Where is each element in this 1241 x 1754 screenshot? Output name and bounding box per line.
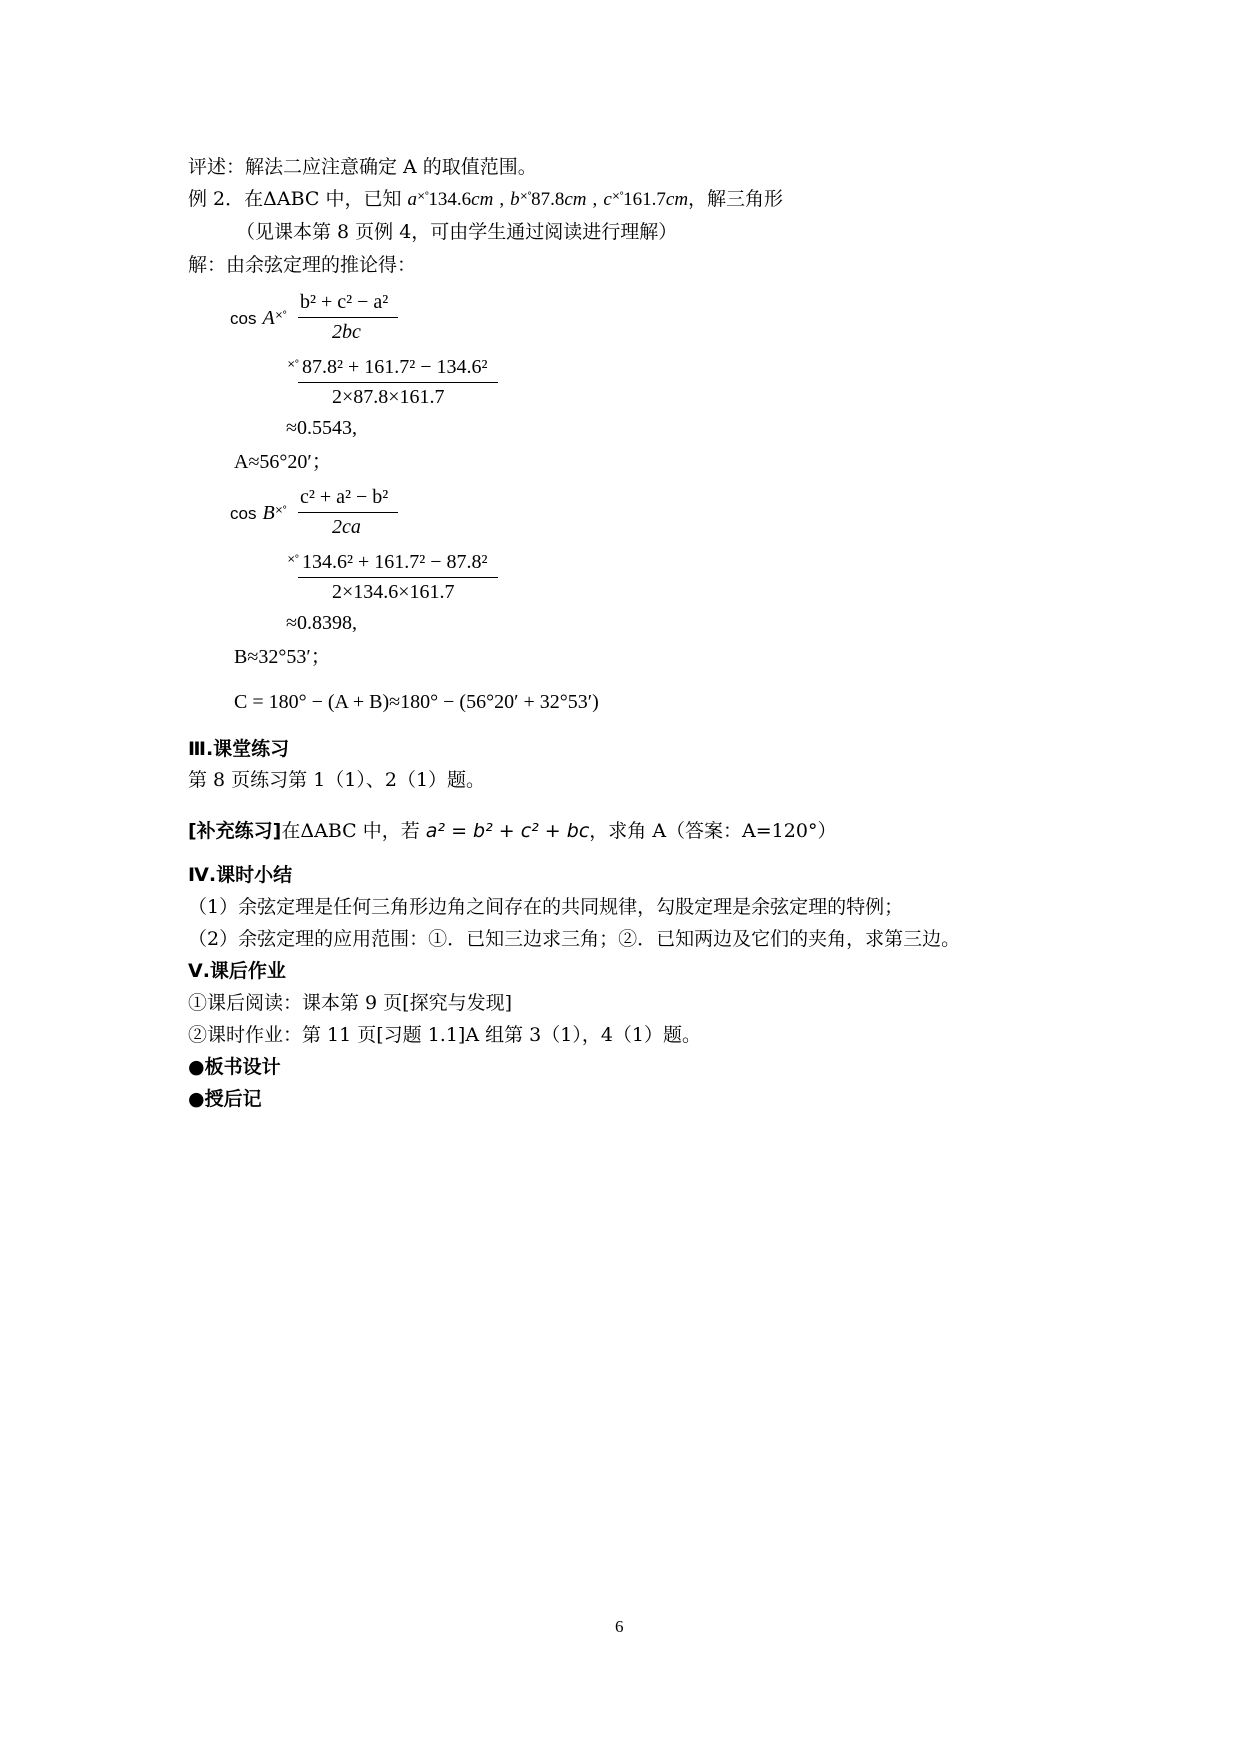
page-number: 6 (615, 1617, 624, 1636)
solution-line: 解：由余弦定理的推论得： (188, 254, 417, 276)
angle-A-result: A≈56°20′； (234, 451, 332, 473)
cosB-value-numerator: 134.6² + 161.7² − 87.8² (302, 551, 488, 573)
a-value: 134.6 (428, 189, 472, 210)
cosA-fraction-bar (298, 317, 398, 318)
var-c: c (603, 189, 612, 210)
after-class-notes-heading: ●授后记 (188, 1088, 262, 1110)
angle-B-result: B≈32°53′； (234, 646, 331, 668)
cosB-approx: ≈0.8398, (286, 612, 357, 634)
var-b: b (510, 189, 520, 210)
equals-glyph: ×° (611, 191, 624, 202)
cosA-label: cos A×° (230, 307, 287, 329)
section-3-body: 第 8 页练习第 1（1）、2（1）题。 (188, 769, 486, 791)
equals-glyph: ×° (287, 554, 299, 565)
cosA-numerator: b² + c² − a² (300, 291, 389, 313)
cosA-value-fraction-bar (298, 382, 498, 383)
example2-prefix: 例 2．在 (188, 188, 264, 210)
equals-glyph: ×° (519, 191, 532, 202)
section-4-item-2: （2）余弦定理的应用范围：①．已知三边求三角；②．已知两边及它们的夹角，求第三边。 (188, 928, 961, 950)
supplementary-exercise (188, 822, 836, 841)
equals-glyph: ×° (287, 359, 299, 370)
b-value: 87.8 (531, 189, 565, 210)
board-design-heading: ●板书设计 (188, 1056, 281, 1078)
supplementary-pre: 在ΔABC 中，若 (281, 820, 420, 842)
cosB-fraction-bar (298, 512, 398, 513)
equals-glyph: ×° (417, 191, 429, 202)
see-book-line: （见课本第 8 页例 4，可由学生通过阅读进行理解） (236, 221, 678, 243)
c-value: 161.7 (623, 189, 666, 210)
section-5-item-1: ①课后阅读：课本第 9 页[探究与发现] (188, 992, 512, 1014)
unit-a: cm (471, 189, 494, 210)
cosA-denominator: 2bc (332, 321, 361, 343)
example2-line: 例 2．在ΔABC 中，已知 a×°134.6cm , b×°87.8cm , c×°161.7cm，解三角形 (188, 188, 784, 210)
supplementary-post: ，求角 A（答案：A=120°） (589, 820, 837, 842)
unit-c: cm (665, 189, 689, 210)
section-3-title: Ⅲ.课堂练习 (188, 738, 290, 760)
cosA-value-denominator: 2×87.8×161.7 (332, 386, 445, 408)
cosB-value-fraction-bar (298, 577, 498, 578)
cosB-denominator: 2ca (332, 516, 361, 538)
var-a: a (407, 189, 418, 210)
example2-tail: ，解三角形 (688, 188, 784, 210)
cosA-value-numerator: 87.8² + 161.7² − 134.6² (302, 356, 488, 378)
section-5-item-2: ②课时作业：第 11 页[习题 1.1]A 组第 3（1），4（1）题。 (188, 1024, 701, 1046)
cosA-approx: ≈0.5543, (286, 417, 357, 439)
cosB-value-denominator: 2×134.6×161.7 (332, 581, 455, 603)
unit-b: cm (564, 189, 587, 210)
supplementary-label: [补充练习] (188, 820, 282, 842)
section-5-title: Ⅴ.课后作业 (188, 960, 286, 982)
example2-triangle: ΔABC 中，已知 (263, 188, 402, 210)
section-4-title: Ⅳ.课时小结 (188, 864, 293, 886)
cosB-label: cos B×° (230, 502, 287, 524)
supplementary-formula: a² = b² + c² + bc (425, 820, 590, 842)
comment-line: 评述：解法二应注意确定 A 的取值范围。 (188, 156, 537, 178)
section-4-item-1: （1）余弦定理是任何三角形边角之间存在的共同规律，勾股定理是余弦定理的特例； (188, 896, 904, 918)
angle-C-result: C = 180° − (A + B)≈180° − (56°20′ + 32°53′) (234, 691, 599, 713)
cosB-numerator: c² + a² − b² (300, 486, 389, 508)
